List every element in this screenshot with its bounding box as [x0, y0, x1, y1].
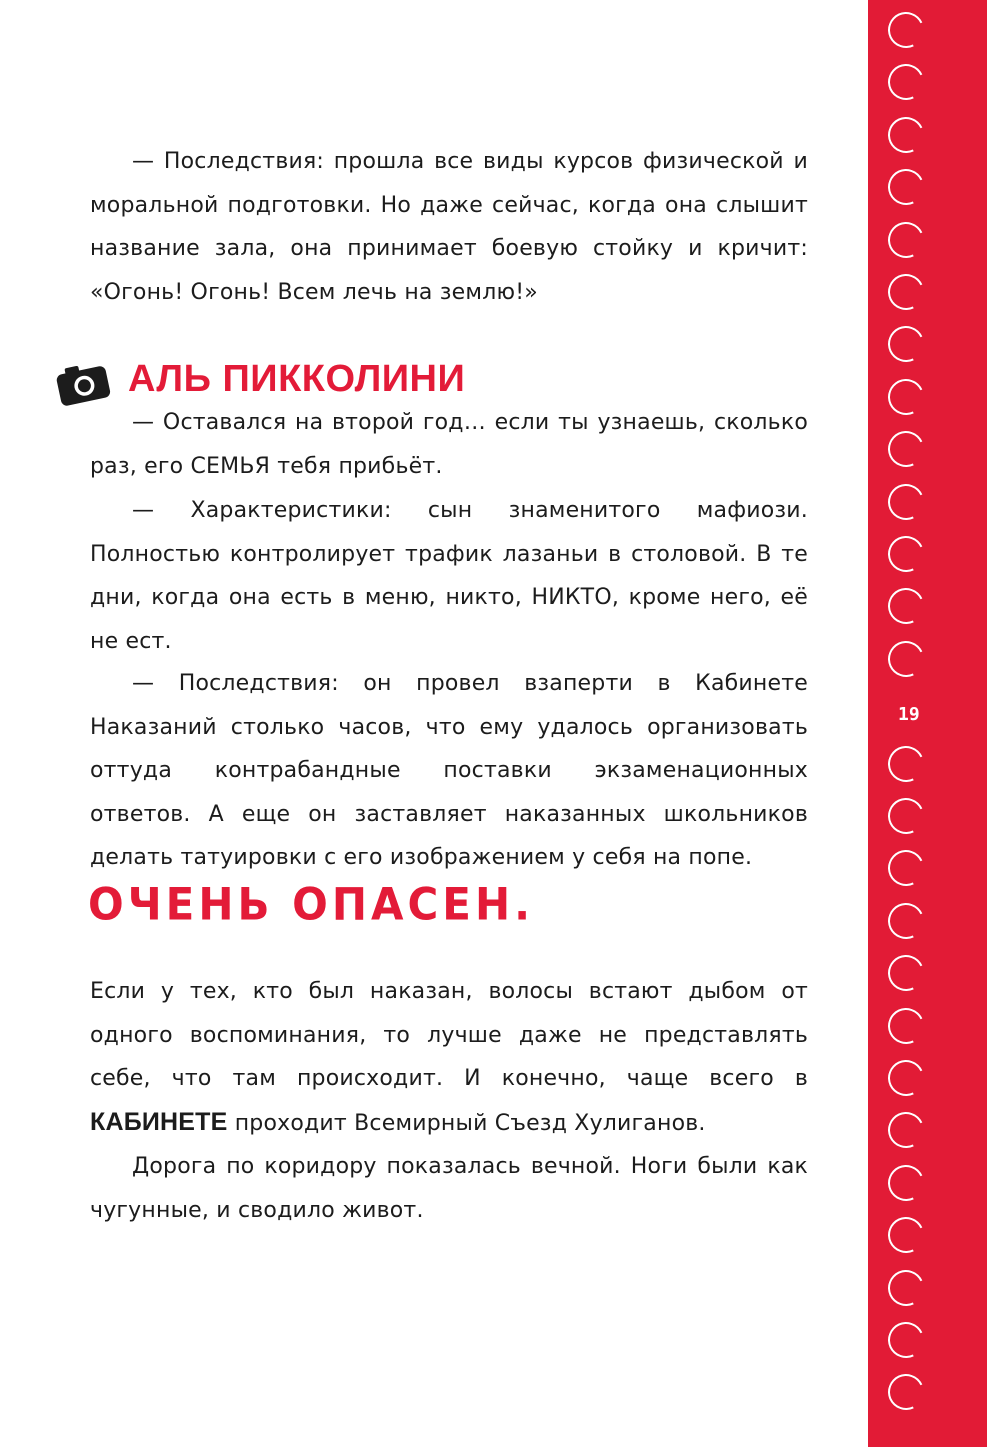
page-number: 19 [898, 704, 920, 725]
paragraph-consequences-1: — Последствия: прошла все виды курсов физической и моральной подготовки. Но даже сейчас, когда она слышит название зала, она принимает боевую стойку и кричит: «Огонь! Огонь! Всем лечь на землю!» [90, 149, 808, 305]
closing-bold-word: КАБИНЕТЕ [90, 1107, 228, 1136]
section-item-repeated-year: — Оставался на второй год… если ты узнаешь, сколько раз, его СЕМЬЯ тебя прибьёт. [90, 410, 808, 479]
closing-paragraph [90, 970, 808, 1145]
section-title: АЛЬ ПИККОЛИНИ [128, 358, 466, 400]
section-item-characteristics: — Характеристики: сын знаменитого мафиози. Полностью контролирует трафик лазаньи в столовой. В те дни, когда она есть в меню, никто, НИКТО, кроме него, её не ест. [90, 498, 808, 654]
corridor-paragraph: Дорога по коридору показалась вечной. Ноги были как чугунные, и сводило живот. [90, 1154, 808, 1223]
section-item-consequences: — Последствия: он провел взаперти в Кабинете Наказаний столько часов, что ему удалось организовать оттуда контрабандные поставки экзаменационных ответов. А еще он заставляет наказанных школьников делать татуировки с его изображением у себя на попе. [90, 671, 808, 870]
closing-text-before: Если у тех, кто был наказан, волосы встают дыбом от одного воспоминания, то лучше даже не представлять себе, что там происходит. И конечно, чаще всего в [90, 979, 808, 1091]
closing-text-after: проходит Всемирный Съезд Хулиганов. [227, 1110, 706, 1136]
danger-warning: ОЧЕНЬ ОПАСЕН. [88, 878, 535, 931]
